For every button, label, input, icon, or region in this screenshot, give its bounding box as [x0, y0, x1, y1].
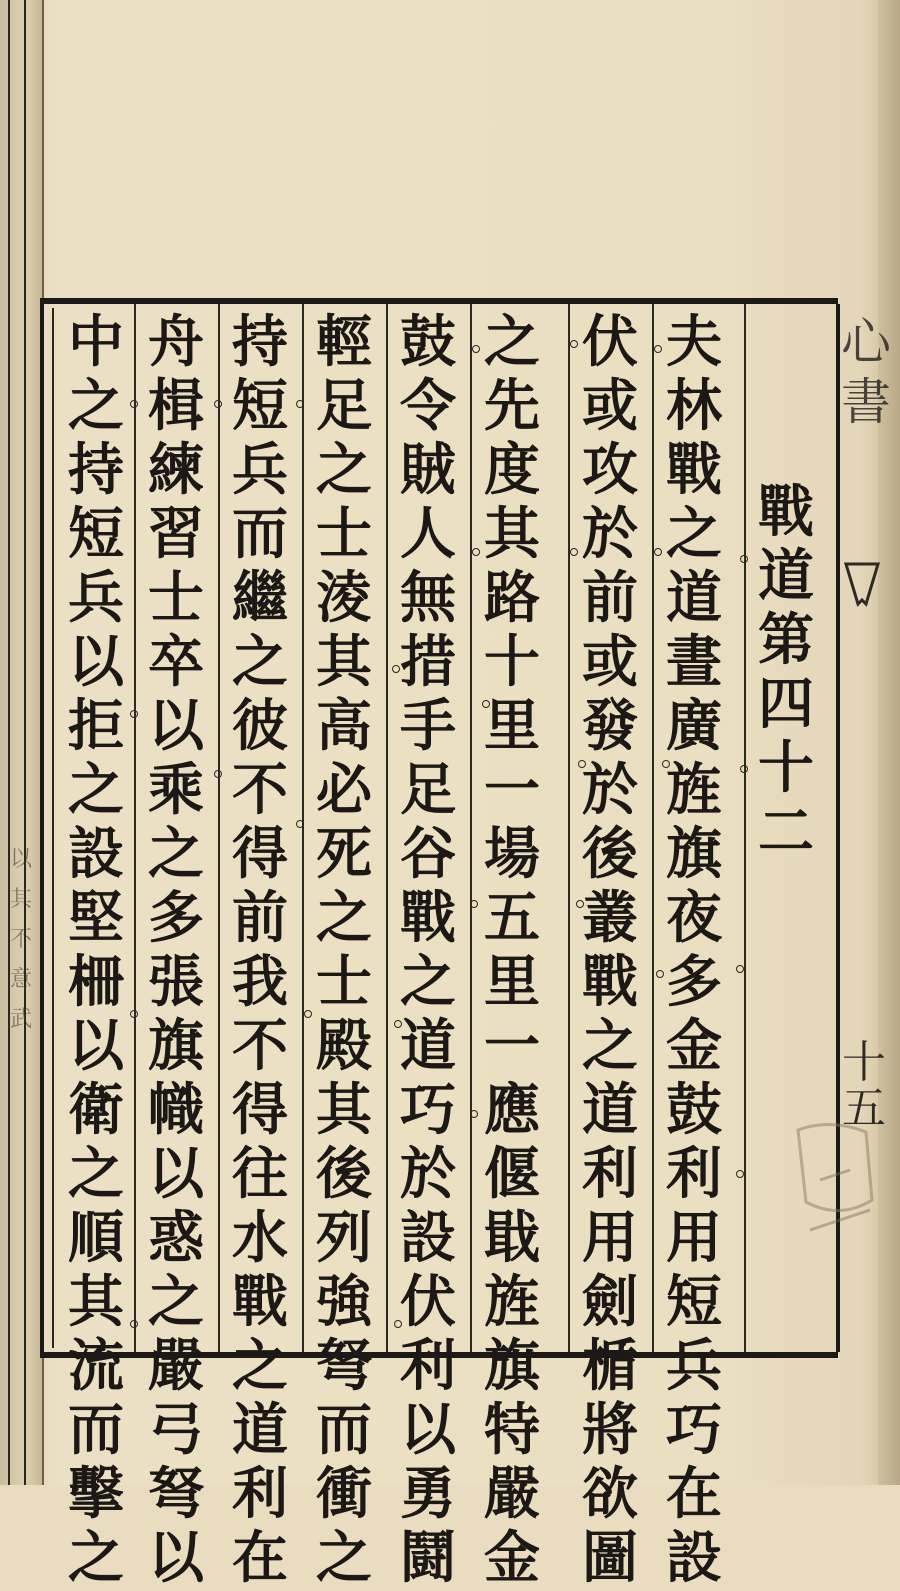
punctuation-circle: [214, 400, 222, 408]
glyph: 五: [484, 885, 540, 951]
punctuation-circle: [394, 1020, 402, 1028]
punctuation-circle: [130, 710, 138, 718]
glyph: 圖: [582, 1525, 638, 1591]
glyph: 兵: [232, 437, 288, 503]
column-rule: [386, 304, 388, 1352]
glyph: 攻: [582, 437, 638, 503]
glyph: 之: [232, 629, 288, 695]
glyph: 劍: [582, 1269, 638, 1335]
glyph: 里: [484, 949, 540, 1015]
glyph: 里: [484, 693, 540, 759]
glyph: 乘: [148, 757, 204, 823]
glyph: 晝: [666, 629, 722, 695]
glyph: 偃: [484, 1141, 540, 1207]
glyph: 伏: [582, 309, 638, 375]
glyph: 輕: [316, 309, 372, 375]
glyph: 勇: [400, 1461, 456, 1527]
column-rule: [470, 304, 472, 1352]
glyph: 叢: [582, 885, 638, 951]
book-title: [840, 312, 892, 432]
page-edge: [878, 0, 900, 1485]
glyph: 而: [68, 1397, 124, 1463]
glyph: 廣: [666, 693, 722, 759]
punctuation-circle: [472, 345, 480, 353]
punctuation-circle: [470, 900, 478, 908]
glyph: 以: [148, 1525, 204, 1591]
glyph: 順: [68, 1205, 124, 1271]
glyph: 弩: [148, 1461, 204, 1527]
punctuation-circle: [470, 1110, 478, 1118]
glyph: 持: [68, 437, 124, 503]
glyph: 楫: [148, 373, 204, 439]
glyph: 用: [582, 1205, 638, 1271]
glyph: 二: [758, 799, 814, 865]
text-column: [576, 310, 644, 1590]
punctuation-circle: [130, 1010, 138, 1018]
punctuation-circle: [482, 700, 490, 708]
punctuation-circle: [576, 900, 584, 908]
glyph: 士: [316, 501, 372, 567]
glyph: 旌: [666, 757, 722, 823]
glyph: 或: [582, 629, 638, 695]
text-column: [478, 310, 546, 1590]
glyph: 持: [232, 309, 288, 375]
punctuation-circle: [304, 1010, 312, 1018]
glyph: 練: [148, 437, 204, 503]
glyph: 道: [582, 1077, 638, 1143]
adjacent-page-glyph: 以: [9, 847, 32, 872]
glyph: 夫: [666, 309, 722, 375]
glyph: 其: [316, 629, 372, 695]
column-rule: [744, 304, 746, 1352]
glyph: 拒: [68, 693, 124, 759]
glyph: 之: [316, 1525, 372, 1591]
glyph: 之: [148, 821, 204, 887]
punctuation-circle: [296, 400, 304, 408]
page-number-glyph: 五: [842, 1083, 886, 1134]
glyph: 嚴: [484, 1461, 540, 1527]
glyph: 特: [484, 1397, 540, 1463]
glyph: 場: [484, 821, 540, 887]
book-title-glyph: 心: [841, 313, 891, 371]
glyph: 鬪: [400, 1525, 456, 1591]
glyph: 利: [666, 1141, 722, 1207]
glyph: 習: [148, 501, 204, 567]
glyph: 或: [582, 373, 638, 439]
punctuation-circle: [740, 765, 748, 773]
column-rule: [652, 304, 654, 1352]
glyph: 衛: [68, 1077, 124, 1143]
glyph: 戰: [400, 885, 456, 951]
adjacent-page-glyph: 其: [9, 887, 32, 912]
glyph: 嚴: [148, 1333, 204, 1399]
glyph: 後: [582, 821, 638, 887]
glyph: 之: [148, 1269, 204, 1335]
glyph: 戰: [666, 437, 722, 503]
punctuation-circle: [570, 340, 578, 348]
glyph: 短: [68, 501, 124, 567]
punctuation-circle: [662, 760, 670, 768]
glyph: 戰: [232, 1269, 288, 1335]
glyph: 戰: [582, 949, 638, 1015]
glyph: 之: [400, 949, 456, 1015]
glyph: 惑: [148, 1205, 204, 1271]
glyph: 於: [582, 501, 638, 567]
text-column: [142, 310, 210, 1590]
glyph: 人: [400, 501, 456, 567]
glyph: 淩: [316, 565, 372, 631]
glyph: 之: [68, 1525, 124, 1591]
glyph: 兵: [666, 1333, 722, 1399]
glyph: 發: [582, 693, 638, 759]
glyph: 於: [582, 757, 638, 823]
glyph: 道: [400, 1013, 456, 1079]
book-title-glyph: 書: [841, 373, 891, 431]
glyph: 設: [400, 1205, 456, 1271]
glyph: 後: [316, 1141, 372, 1207]
glyph: 柵: [68, 949, 124, 1015]
glyph: 十: [758, 735, 814, 801]
glyph: 而: [316, 1397, 372, 1463]
glyph: 衝: [316, 1461, 372, 1527]
glyph: 士: [316, 949, 372, 1015]
glyph: 道: [232, 1397, 288, 1463]
glyph: 金: [484, 1525, 540, 1591]
glyph: 十: [484, 629, 540, 695]
glyph: 用: [666, 1205, 722, 1271]
glyph: 旗: [148, 1013, 204, 1079]
glyph: 足: [400, 757, 456, 823]
adjacent-page-glyph: 不: [9, 927, 32, 952]
fold-rule: [8, 0, 10, 1485]
punctuation-circle: [394, 1320, 402, 1328]
glyph: 幟: [148, 1077, 204, 1143]
punctuation-circle: [654, 345, 662, 353]
glyph: 無: [400, 565, 456, 631]
punctuation-circle: [656, 970, 664, 978]
text-column: [660, 310, 728, 1590]
chapter-heading: [752, 480, 820, 864]
glyph: 以: [68, 629, 124, 695]
glyph: 巧: [400, 1077, 456, 1143]
glyph: 旗: [666, 821, 722, 887]
punctuation-circle: [472, 548, 480, 556]
punctuation-circle: [296, 820, 304, 828]
glyph: 彼: [232, 693, 288, 759]
red-seal-stamp-icon: [780, 1110, 890, 1260]
glyph: 前: [582, 565, 638, 631]
glyph: 列: [316, 1205, 372, 1271]
glyph: 之: [68, 1141, 124, 1207]
glyph: 殿: [316, 1013, 372, 1079]
punctuation-circle: [130, 400, 138, 408]
glyph: 以: [68, 1013, 124, 1079]
glyph: 其: [68, 1269, 124, 1335]
adjacent-page-fold: [0, 0, 44, 1485]
glyph: 第: [758, 607, 814, 673]
glyph: 其: [484, 501, 540, 567]
glyph: 鼓: [666, 1077, 722, 1143]
glyph: 手: [400, 693, 456, 759]
punctuation-circle: [740, 555, 748, 563]
glyph: 不: [232, 757, 288, 823]
adjacent-page-glyph: 意: [9, 967, 32, 992]
glyph: 往: [232, 1141, 288, 1207]
glyph: 金: [666, 1013, 722, 1079]
glyph: 賊: [400, 437, 456, 503]
glyph: 水: [232, 1205, 288, 1271]
glyph: 張: [148, 949, 204, 1015]
glyph: 以: [148, 693, 204, 759]
glyph: 舟: [148, 309, 204, 375]
glyph: 路: [484, 565, 540, 631]
glyph: 之: [68, 373, 124, 439]
glyph: 多: [148, 885, 204, 951]
glyph: 卒: [148, 629, 204, 695]
glyph: 之: [232, 1333, 288, 1399]
glyph: 於: [400, 1141, 456, 1207]
glyph: 以: [148, 1141, 204, 1207]
glyph: 我: [232, 949, 288, 1015]
punctuation-circle: [736, 1170, 744, 1178]
glyph: 擊: [68, 1461, 124, 1527]
glyph: 旌: [484, 1269, 540, 1335]
glyph: 旗: [484, 1333, 540, 1399]
glyph: 中: [68, 309, 124, 375]
glyph: 前: [232, 885, 288, 951]
text-column: [226, 310, 294, 1590]
glyph: 道: [758, 543, 814, 609]
glyph: 令: [400, 373, 456, 439]
column-rule: [568, 304, 570, 1352]
glyph: 其: [316, 1077, 372, 1143]
glyph: 措: [400, 629, 456, 695]
glyph: 一: [484, 757, 540, 823]
glyph: 而: [232, 501, 288, 567]
glyph: 利: [400, 1333, 456, 1399]
punctuation-circle: [130, 1320, 138, 1328]
glyph: 道: [666, 565, 722, 631]
glyph: 短: [232, 373, 288, 439]
glyph: 度: [484, 437, 540, 503]
glyph: 堅: [68, 885, 124, 951]
glyph: 士: [148, 565, 204, 631]
glyph: 谷: [400, 821, 456, 887]
glyph: 足: [316, 373, 372, 439]
punctuation-circle: [392, 665, 400, 673]
glyph: 流: [68, 1333, 124, 1399]
fish-tail-mark-icon: [842, 560, 882, 610]
glyph: 之: [316, 885, 372, 951]
glyph: 戢: [484, 1205, 540, 1271]
glyph: 之: [68, 757, 124, 823]
text-column: [394, 310, 462, 1590]
glyph: 應: [484, 1077, 540, 1143]
glyph: 多: [666, 949, 722, 1015]
punctuation-circle: [214, 770, 222, 778]
glyph: 在: [666, 1461, 722, 1527]
glyph: 設: [68, 821, 124, 887]
glyph: 得: [232, 1077, 288, 1143]
glyph: 利: [232, 1461, 288, 1527]
text-column: [310, 310, 378, 1590]
text-column: [62, 310, 130, 1590]
column-rule: [302, 304, 304, 1352]
adjacent-page-glyph: 武: [9, 1007, 32, 1032]
glyph: 四: [758, 671, 814, 737]
glyph: 戰: [758, 479, 814, 545]
glyph: 弓: [148, 1397, 204, 1463]
glyph: 先: [484, 373, 540, 439]
glyph: 必: [316, 757, 372, 823]
glyph: 之: [666, 501, 722, 567]
glyph: 楯: [582, 1333, 638, 1399]
glyph: 不: [232, 1013, 288, 1079]
glyph: 之: [316, 437, 372, 503]
glyph: 兵: [68, 565, 124, 631]
glyph: 死: [316, 821, 372, 887]
glyph: 高: [316, 693, 372, 759]
column-rule: [134, 304, 136, 1352]
glyph: 利: [582, 1141, 638, 1207]
punctuation-circle: [578, 760, 586, 768]
glyph: 設: [666, 1525, 722, 1591]
punctuation-circle: [570, 548, 578, 556]
frame-inner-rule: [52, 308, 54, 1348]
adjacent-page-text: [6, 840, 36, 1040]
glyph: 之: [484, 309, 540, 375]
glyph: 繼: [232, 565, 288, 631]
glyph: 短: [666, 1269, 722, 1335]
punctuation-circle: [654, 548, 662, 556]
glyph: 夜: [666, 885, 722, 951]
glyph: 之: [582, 1013, 638, 1079]
glyph: 弩: [316, 1333, 372, 1399]
glyph: 伏: [400, 1269, 456, 1335]
glyph: 在: [232, 1525, 288, 1591]
glyph: 一: [484, 1013, 540, 1079]
glyph: 欲: [582, 1461, 638, 1527]
fold-rule: [24, 0, 26, 1485]
glyph: 得: [232, 821, 288, 887]
glyph: 巧: [666, 1397, 722, 1463]
glyph: 以: [400, 1397, 456, 1463]
glyph: 林: [666, 373, 722, 439]
page-number-glyph: 十: [842, 1037, 886, 1088]
glyph: 鼓: [400, 309, 456, 375]
punctuation-circle: [736, 965, 744, 973]
column-rule: [218, 304, 220, 1352]
glyph: 將: [582, 1397, 638, 1463]
glyph: 強: [316, 1269, 372, 1335]
